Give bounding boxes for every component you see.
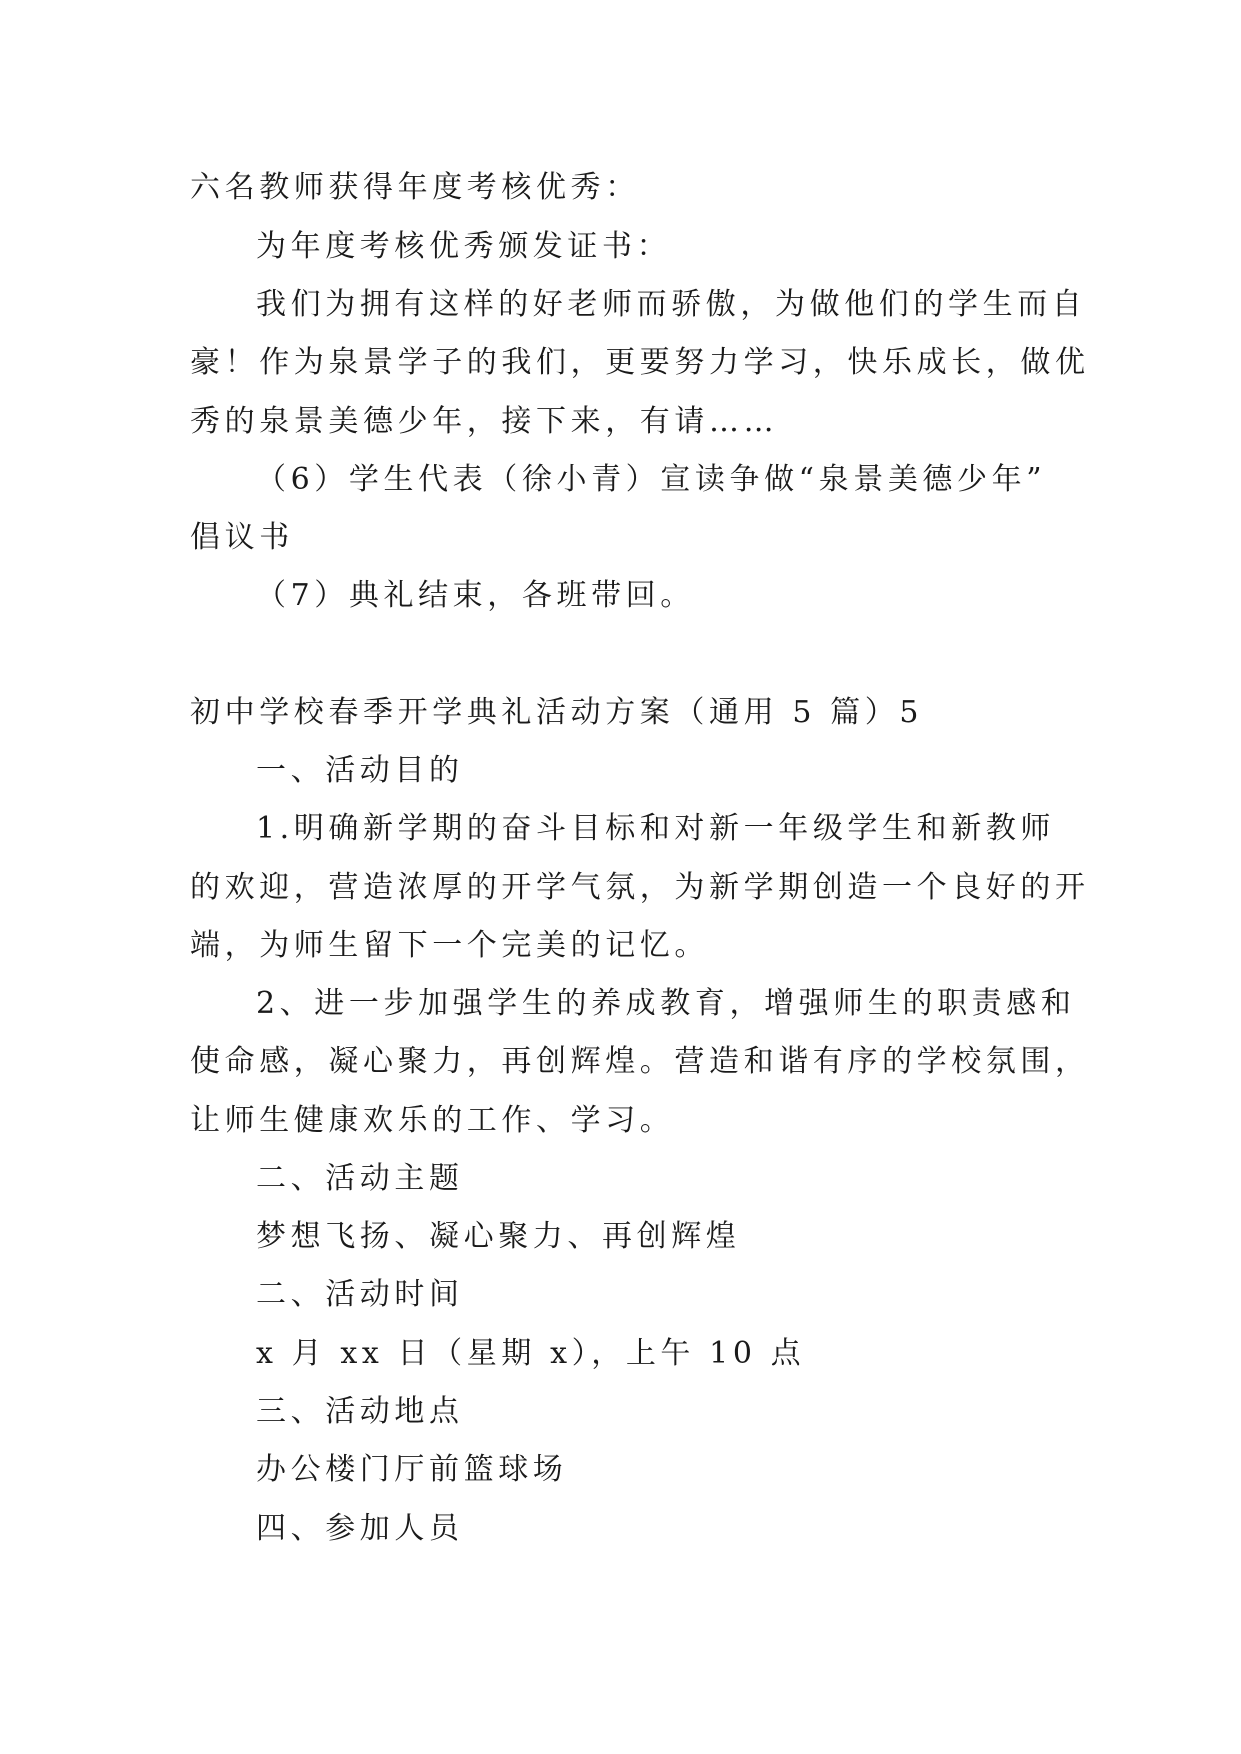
text-line: 倡议书 [190, 520, 294, 555]
text-line: 二、活动时间 [256, 1277, 464, 1312]
text-line: 豪！作为泉景学子的我们，更要努力学习，快乐成长，做优 [190, 345, 1090, 380]
text-line: 秀的泉景美德少年，接下来，有请…… [190, 404, 779, 439]
text-line: 办公楼门厅前篮球场 [256, 1452, 568, 1487]
text-line: 梦想飞扬、凝心聚力、再创辉煌 [256, 1219, 741, 1254]
text-line: （7）典礼结束，各班带回。 [256, 578, 695, 613]
text-line: 端，为师生留下一个完美的记忆。 [190, 928, 709, 963]
text-line: 二、活动主题 [256, 1161, 464, 1196]
text-line: 六名教师获得年度考核优秀： [190, 170, 640, 205]
text-line: 2、进一步加强学生的养成教育，增强师生的职责感和 [256, 986, 1076, 1021]
text-line: x 月 xx 日（星期 x），上午 10 点 [256, 1336, 806, 1371]
text-line: （6）学生代表（徐小青）宣读争做“泉景美德少年” [256, 462, 1047, 497]
text-line: 的欢迎，营造浓厚的开学气氛，为新学期创造一个良好的开 [190, 870, 1090, 905]
text-line: 为年度考核优秀颁发证书： [256, 229, 672, 264]
text-line: 四、参加人员 [256, 1511, 464, 1546]
text-line: 一、活动目的 [256, 753, 464, 788]
text-line: 使命感，凝心聚力，再创辉煌。营造和谐有序的学校氛围， [190, 1044, 1090, 1079]
text-line: 让师生健康欢乐的工作、学习。 [190, 1103, 675, 1138]
text-line: 我们为拥有这样的好老师而骄傲，为做他们的学生而自 [256, 287, 1087, 322]
section-heading: 初中学校春季开学典礼活动方案（通用 5 篇）5 [190, 695, 924, 730]
text-line: 1.明确新学期的奋斗目标和对新一年级学生和新教师 [256, 811, 1056, 846]
text-line: 三、活动地点 [256, 1394, 464, 1429]
